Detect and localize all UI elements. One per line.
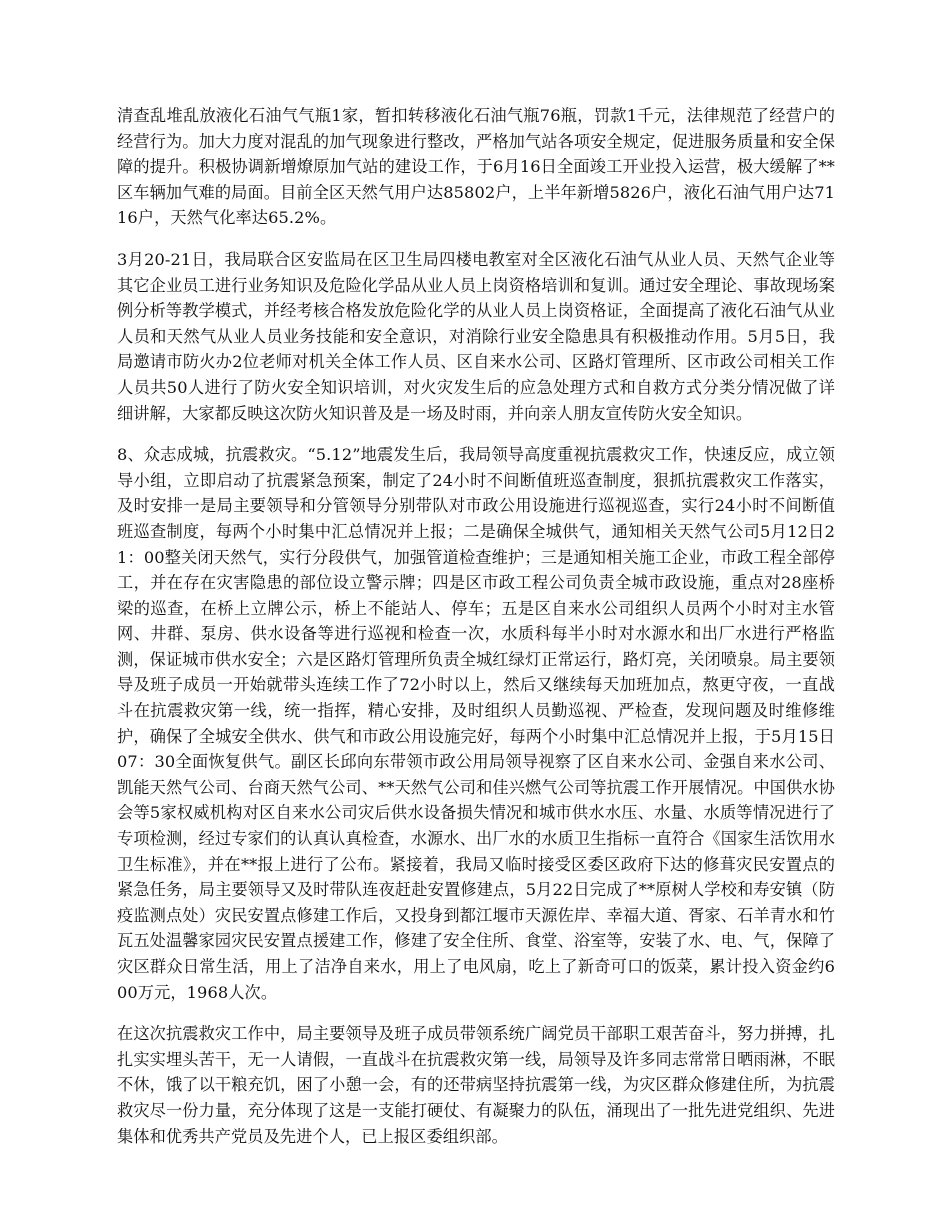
paragraph-relief-summary: 在这次抗震救灾工作中，局主要领导及班子成员带领系统广阔党员干部职工艰苦奋斗，努力拼搏，扎扎实实埋头苦干，无一人请假，一直战斗在抗震救灾第一线，局领导及许多同志常常日晒雨淋，不眠不休，饿了以干粮充饥，困了小憩一会，有的还带病坚持抗震第一线，为灾区群众修建住所，为抗震救灾尽一份力量，充分体现了这是一支能打硬仗、有凝聚力的队伍，涌现出了一批先进党组织、先进集体和优秀共产党员及先进个人，已上报区委组织部。 bbox=[117, 1024, 835, 1146]
paragraph-earthquake-relief: 8、众志成城，抗震救灾。“5.12”地震发生后，我局领导高度重视抗震救灾工作，快速反应，成立领导小组，立即启动了抗震紧急预案，制定了24小时不间断值班巡查制度，狠抓抗震救灾工作落实，及时安排一是局主要领导和分管领导分别带队对市政公用设施进行巡视巡查，实行24小时不间断值班巡查制度，每两个小时集中汇总情况并上报；二是确保全城供气，通知相关天然气公司5月12日21：00整关闭天然气，实行分段供气，加强管道检查维护；三是通知相关施工企业，市政工程全部停工，并在存在灾害隐患的部位设立警示牌；四是区市政工程公司负责全城市政设施，重点对28座桥梁的巡查，在桥上立牌公示，桥上不能站人、停车；五是区自来水公司组织人员两个小时对主水管网、井群、泵房、供水设备等进行巡视和检查一次，水质科每半小时对水源水和出厂水进行严格监测，保证城市供水安全；六是区路灯管理所负责全城红绿灯正常运行，路灯亮，关闭喷泉。局主要领导及班子成员一开始就带头连续工作了72小时以上，然后又继续每天加班加点，熬更守夜，一直战斗在抗震救灾第一线，统一指挥，精心安排，及时组织人员勤巡视、严检查，发现问题及时维修维护，确保了全城安全供水、供气和市政公用设施完好，每两个小时集中汇总情况并上报，于5月15日07：30全面恢复供气。副区长邱向东带领市政公用局领导视察了区自来水公司、金强自来水公司、凯能天然气公司、台商天然气公司、**天然气公司和佳兴燃气公司等抗震工作开展情况。中国供水协会等5家权威机构对区自来水公司灾后供水设备损失情况和城市供水水压、水量、水质等情况进行了专项检测，经过专家们的认真认真检查，水源水、出厂水的水质卫生指标一直符合《国家生活饮用水卫生标准》，并在**报上进行了公布。紧接着，我局又临时接受区委区政府下达的修葺灾民安置点的紧急任务，局主要领导又及时带队连夜赶赴安置修建点，5月22日完成了**原树人学校和寿安镇（防疫监测点处）灾民安置点修建工作后，又投身到都江堰市天源佐岸、幸福大道、胥家、石羊青水和竹瓦五处温馨家园灾民安置点援建工作，修建了安全住所、食堂、浴室等，安装了水、电、气，保障了灾区群众日常生活，用上了洁净自来水，用上了电风扇，吃上了新奇可口的饭菜，累计投入资金约600万元，1968人次。 bbox=[117, 445, 835, 1002]
paragraph-lpg-inspection: 清查乱堆乱放液化石油气气瓶1家，暂扣转移液化石油气瓶76瓶，罚款1千元，法律规范了经营户的经营行为。加大力度对混乱的加气现象进行整改，严格加气站各项安全规定，促进服务质量和安全保障的提升。积极协调新增燎原加气站的建设工作，于6月16日全面竣工开业投入运营，极大缓解了**区车辆加气难的局面。目前全区天然气用户达85802户，上半年新增5826户，液化石油气用户达7116户，天然气化率达65.2%。 bbox=[117, 106, 835, 228]
paragraph-safety-training: 3月20-21日，我局联合区安监局在区卫生局四楼电教室对全区液化石油气从业人员、天然气企业等其它企业员工进行业务知识及危险化学品从业人员上岗资格培训和复训。通过安全理论、事故现场案例分析等教学模式，并经考核合格发放危险化学的从业人员上岗资格证，全面提高了液化石油气从业人员和天然气从业人员业务技能和安全意识，对消除行业安全隐患具有积极推动作用。5月5日，我局邀请市防火办2位老师对机关全体工作人员、区自来水公司、区路灯管理所、区市政公司相关工作人员共50人进行了防火安全知识培训，对火灾发生后的应急处理方式和自救方式分类分情况做了详细讲解，大家都反映这次防火知识普及是一场及时雨，并向亲人朋友宣传防火安全知识。 bbox=[117, 249, 835, 423]
document-page bbox=[117, 103, 835, 1165]
